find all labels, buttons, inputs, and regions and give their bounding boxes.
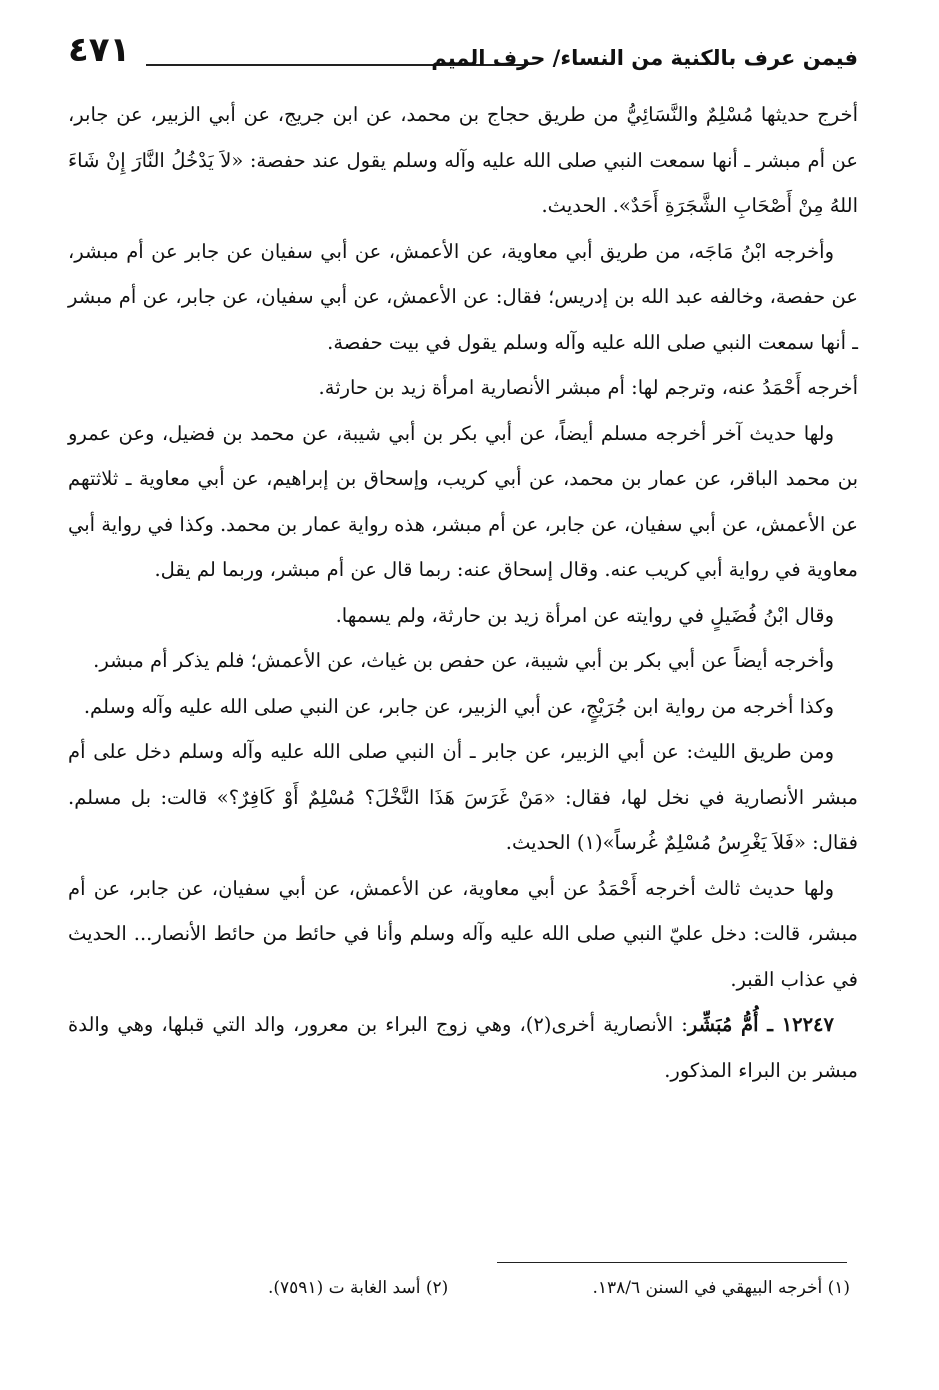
paragraph: وكذا أخرجه من رواية ابن جُرَيْجٍ، عن أبي الزبير، عن جابر، عن النبي صلى الله عليه وآله وسلم. xyxy=(83,694,834,718)
page-header xyxy=(68,28,858,78)
paragraph: وأخرجه ابْنُ مَاجَه، من طريق أبي معاوية، عن الأعمش، عن أبي سفيان عن جابر عن أم مبشر، عن حفصة، وخالفه عبد الله بن إدريس؛ فقال: عن الأعمش، عن أبي سفيان، عن جابر، عن أم مبشر ـ أنها سمعت النبي صلى الله عليه وآله وسلم يقول في بيت حفصة. xyxy=(68,239,858,354)
entry-number: ١٢٢٤٧ ـ أُمُّ مُبَشِّر xyxy=(687,1013,834,1036)
footnotes xyxy=(60,1278,850,1308)
paragraph: ومن طريق الليث: عن أبي الزبير، عن جابر ـ أن النبي صلى الله عليه وآله وسلم دخل على أم مبشر الأنصارية في نخل لها، فقال: «مَنْ غَرَسَ هَذَا النَّخْلَ؟ مُسْلِمٌ أَوْ كَافِرٌ؟» قالت: بل مسلم. فقال: «فَلاَ يَغْرِسُ مُسْلِمٌ غُرساً»(١) الحديث. xyxy=(68,740,858,854)
paragraph: ولها حديث آخر أخرجه مسلم أيضاً، عن أبي بكر بن أبي شيبة، عن محمد بن فضيل، وعن عمرو بن محمد الباقر، عن عمار بن محمد، عن أبي كريب، وإسحاق بن إبراهيم، عن أبي معاوية ـ ثلاثتهم عن الأعمش، عن أبي سفيان، عن جابر، عن أم مبشر، هذه رواية عمار بن محمد. وكذا في رواية أبي معاوية في رواية أبي كريب عنه. وقال إسحاق عنه: ربما قال عن أم مبشر، وربما لم يقل. xyxy=(68,421,858,581)
paragraph: وأخرجه أيضاً عن أبي بكر بن أبي شيبة، عن حفص بن غياث، عن الأعمش؛ فلم يذكر أم مبشر. xyxy=(93,649,834,672)
paragraph: ولها حديث ثالث أخرجه أَحْمَدُ عن أبي معاوية، عن الأعمش، عن أبي سفيان، عن جابر، عن أم مبشر، قالت: دخل عليّ النبي صلى الله عليه وآله وسلم وأنا في حائط من حائط الأنصار... الحديث في عذاب القبر. xyxy=(68,876,858,991)
paragraph: أخرج حديثها مُسْلِمٌ والنَّسَائِيُّ من طريق حجاج بن محمد، عن ابن جريج، عن أبي الزبير، عن جابر، عن أم مبشر ـ أنها سمعت النبي صلى الله عليه وآله وسلم يقول عند حفصة: «لاَ يَدْخُلُ النَّارَ إِنْ شَاءَ اللهُ مِنْ أَصْحَابِ الشَّجَرَةِ أَحَدٌ». الحديث. xyxy=(68,103,858,217)
paragraph: وقال ابْنُ فُضَيلٍ في روايته عن امرأة زيد بن حارثة، ولم يسمها. xyxy=(335,603,834,627)
running-title: فيمن عرف بالكنية من النساء/ حرف الميم xyxy=(431,46,858,70)
footnote-rule xyxy=(497,1262,847,1263)
footnote-2: (٢) أسد الغابة ت (٧٥٩١). xyxy=(268,1278,449,1298)
paragraph: أخرجه أَحْمَدُ عنه، وترجم لها: أم مبشر الأنصارية امرأة زيد بن حارثة. xyxy=(318,376,858,399)
entry-text: : الأنصارية أخرى(٢)، وهي زوج البراء بن معرور، والد التي قبلها، وهي والدة مبشر بن البراء المذكور. xyxy=(68,1013,858,1082)
main-text xyxy=(68,92,858,1093)
biography-entry xyxy=(68,1002,858,1093)
page-number: ٤٧١ xyxy=(68,30,131,70)
footnote-1: (١) أخرجه البيهقي في السنن ١٣٨/٦. xyxy=(592,1278,850,1298)
